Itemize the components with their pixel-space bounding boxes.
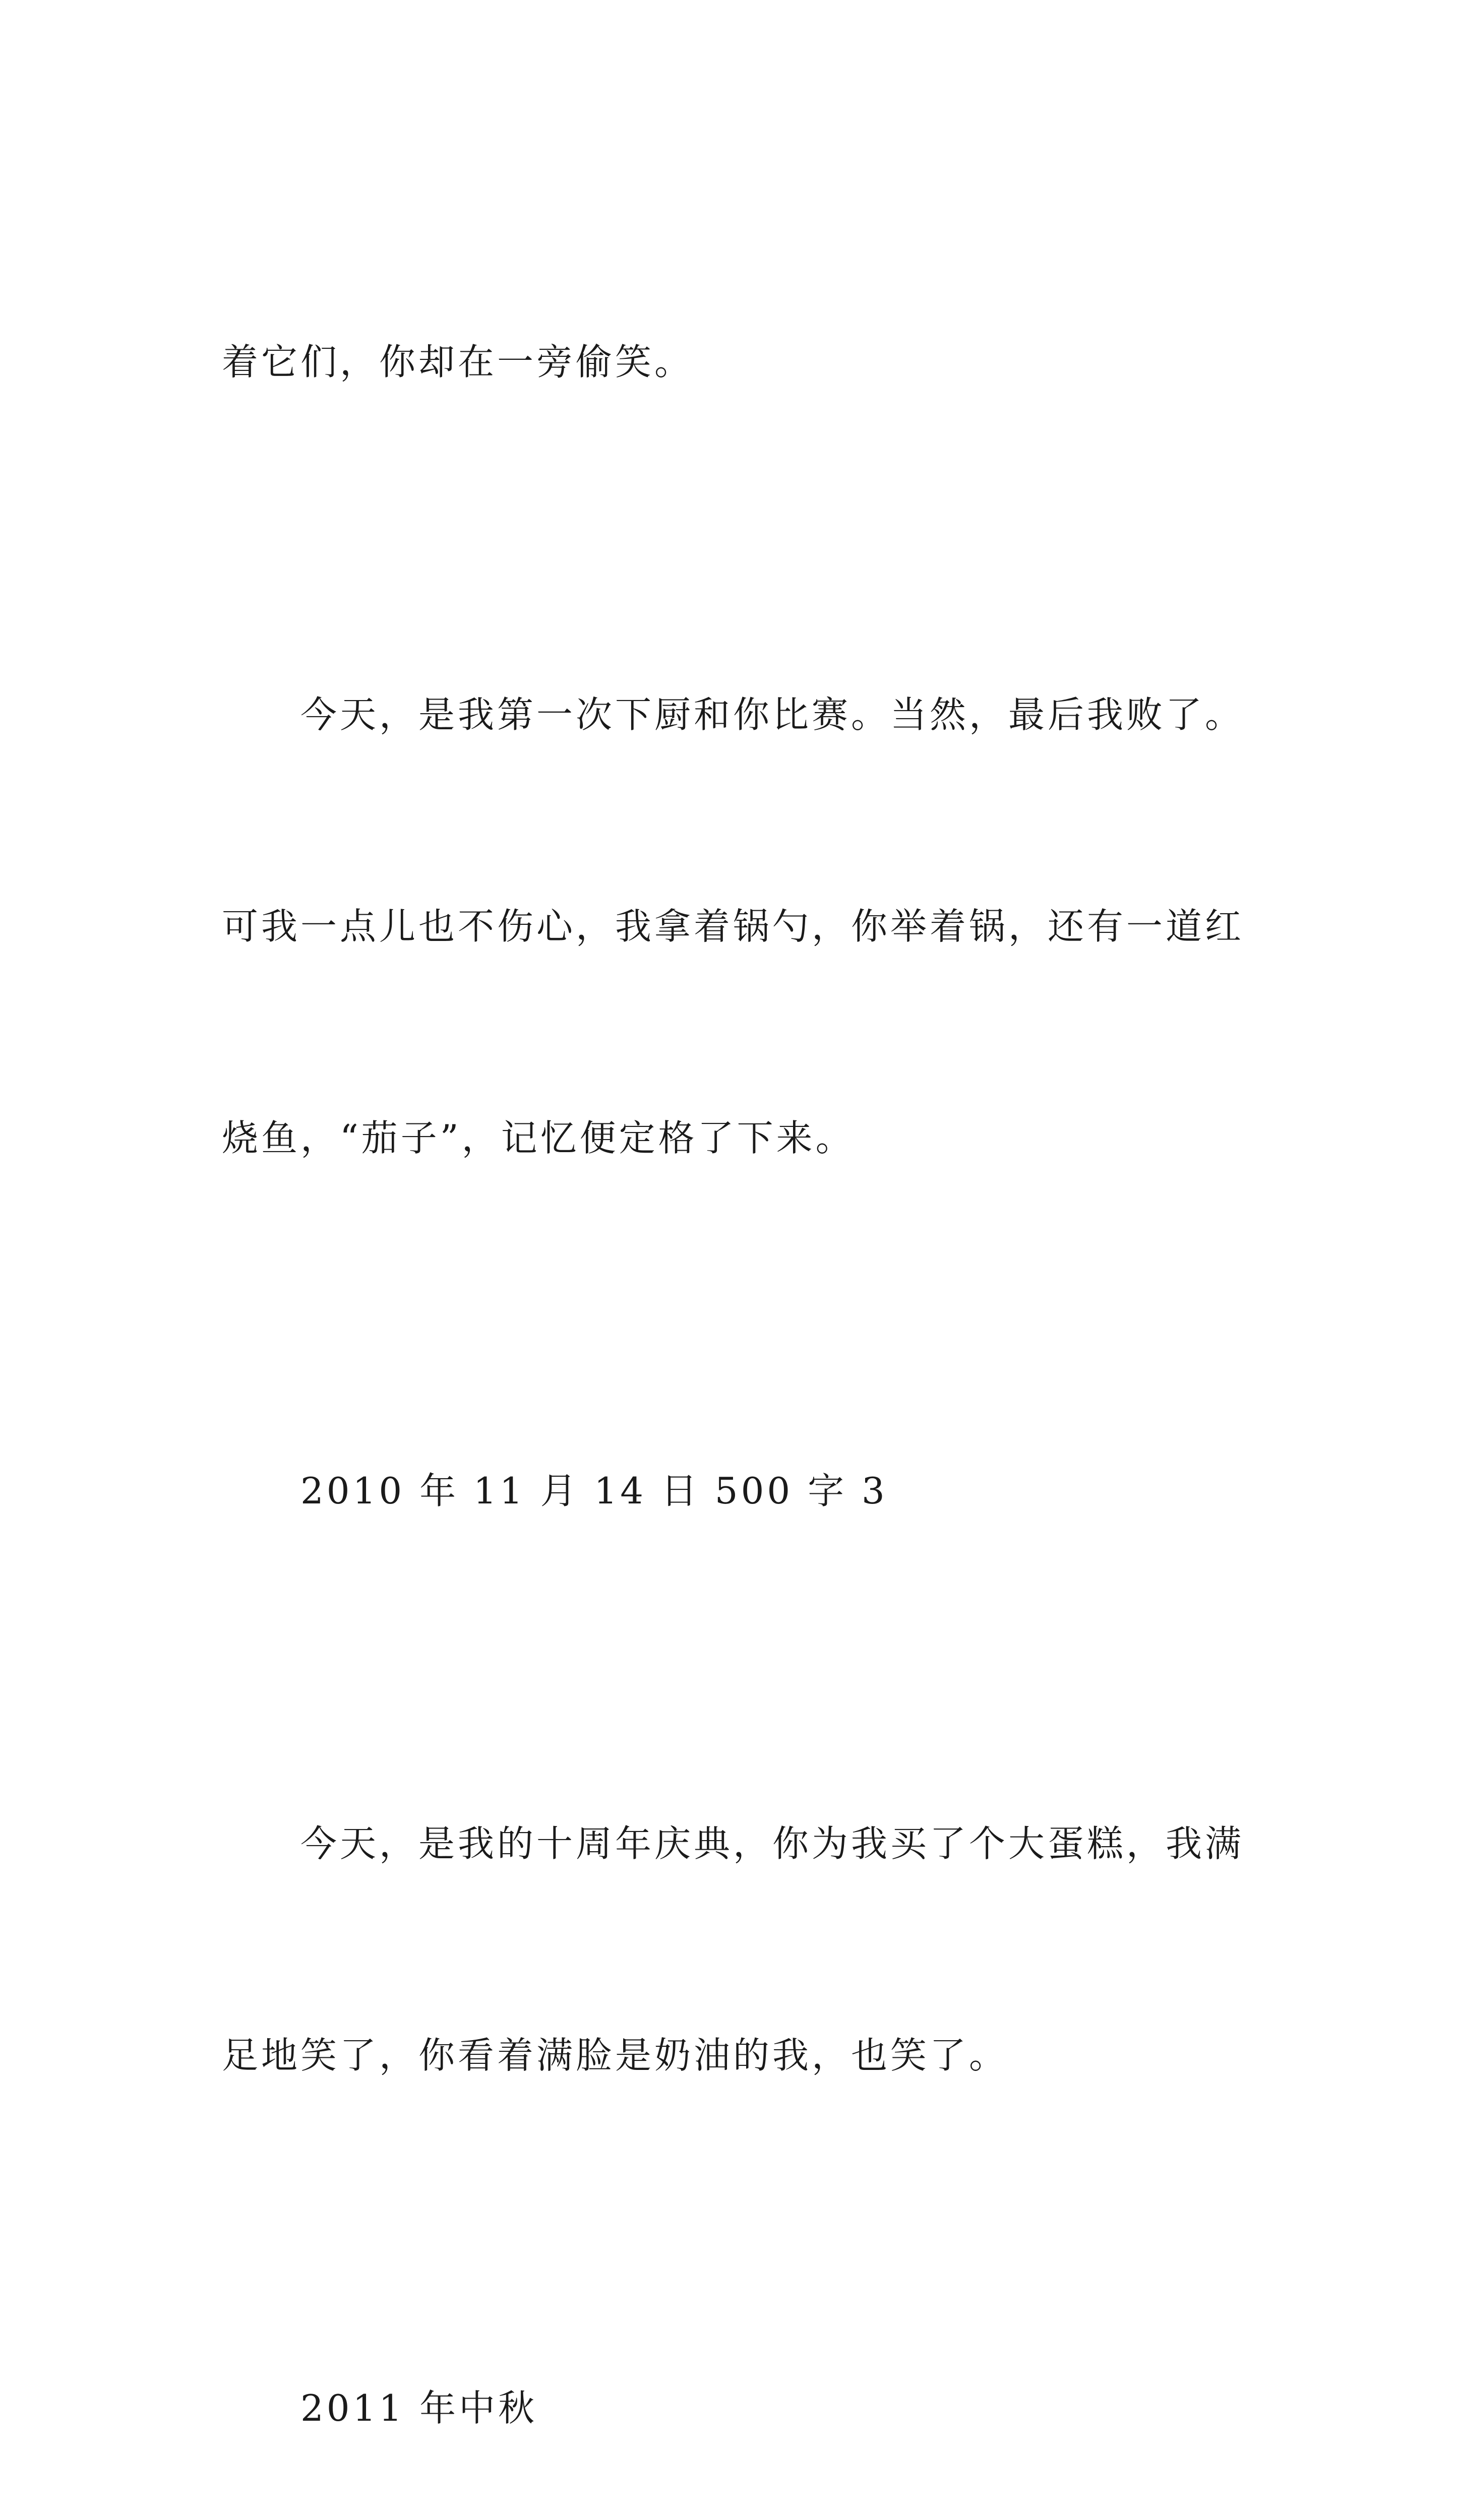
text-line: 足地笑了，你看着满脸是奶油的我，也笑了。	[222, 2034, 1009, 2076]
text-line: 着它们，你却在一旁偷笑。	[222, 341, 694, 383]
paragraph	[222, 2232, 1245, 2520]
paragraph	[222, 538, 1245, 1314]
text-line: 可我一点儿也不伤心，我拿着锅勺，你举着锅，还有一道红	[222, 905, 1245, 948]
text-line: 烧鱼，“茄子”，记忆便定格了下来。	[222, 1117, 855, 1159]
paragraph	[222, 185, 1245, 538]
body-text	[222, 185, 1245, 2520]
paragraph	[222, 1314, 1245, 1667]
text-line: 今天，是我第一次下厨和你比赛。当然，最后我败了。	[222, 694, 1245, 736]
text-line: 今天，是我的十周年庆典，你为我买了个大蛋糕，我满	[222, 1822, 1245, 1865]
date-heading: 2010 年 11 月 14 日 500 字 3	[222, 1470, 888, 1512]
paragraph	[222, 1667, 1245, 2232]
date-heading: 2011 年中秋	[222, 2387, 538, 2429]
